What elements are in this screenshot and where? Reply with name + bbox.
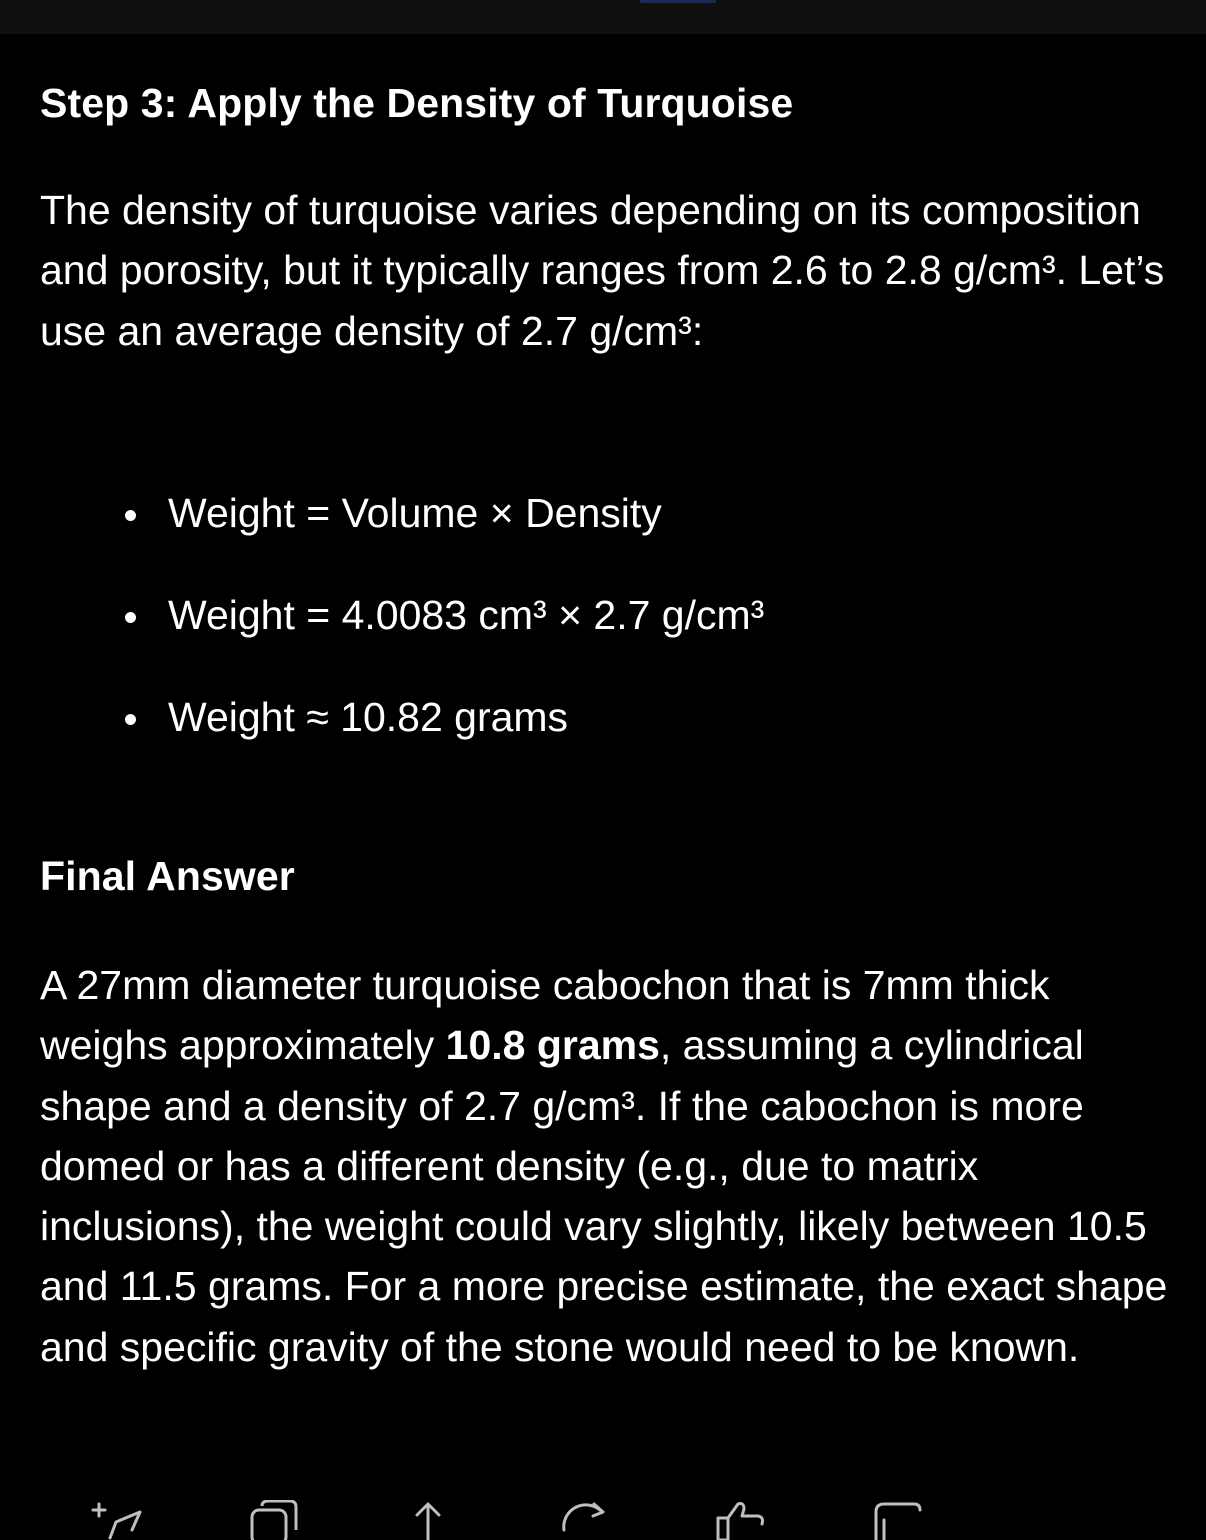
final-weight-bold: 10.8 grams — [445, 1022, 660, 1069]
action-bar — [0, 1490, 1206, 1529]
regenerate-icon[interactable] — [556, 1500, 616, 1540]
final-text-after: , assuming a cylindrical shape and a density of 2.7 g/cm³. If the cabochon is more domed or has a different density (e.g., due to matrix inclusions), the weight could vary slightly, likely between 10.5 and 11.5 grams. For a more precise estimate, the exact shape and specific gravity of the stone would need to be known. — [40, 1022, 1168, 1370]
more-icon[interactable] — [868, 1500, 928, 1540]
bullet-text: Weight ≈ 10.82 grams — [168, 694, 569, 740]
list-item — [80, 687, 1080, 747]
final-answer-paragraph — [40, 955, 1170, 1377]
step3-heading: Step 3: Apply the Density of Turquoise — [40, 80, 794, 126]
share-icon[interactable] — [398, 1500, 458, 1540]
final-text-before: A 27mm diameter turquoise cabochon that is 7mm thick weighs approximately — [40, 962, 1050, 1069]
list-item — [80, 483, 1080, 543]
bullet-text: Weight = 4.0083 cm³ × 2.7 g/cm³ — [168, 592, 765, 638]
bullet-text: Weight = Volume × Density — [168, 490, 662, 536]
bullet-dot — [125, 714, 136, 725]
bullet-dot — [125, 510, 136, 521]
density-paragraph: The density of turquoise varies depending on its composition and porosity, but it typically ranges from 2.6 to 2.8 g/cm³. Let’s use an average density of 2.7 g/cm³: — [40, 187, 1165, 354]
thumbs-up-icon[interactable] — [710, 1500, 770, 1540]
new-chat-icon[interactable] — [88, 1500, 148, 1540]
list-item — [80, 585, 1080, 645]
top-bar — [0, 0, 1206, 34]
tab-indicator — [640, 0, 716, 3]
copy-icon[interactable] — [244, 1500, 304, 1540]
bullet-dot — [125, 612, 136, 623]
final-answer-heading: Final Answer — [40, 853, 295, 899]
